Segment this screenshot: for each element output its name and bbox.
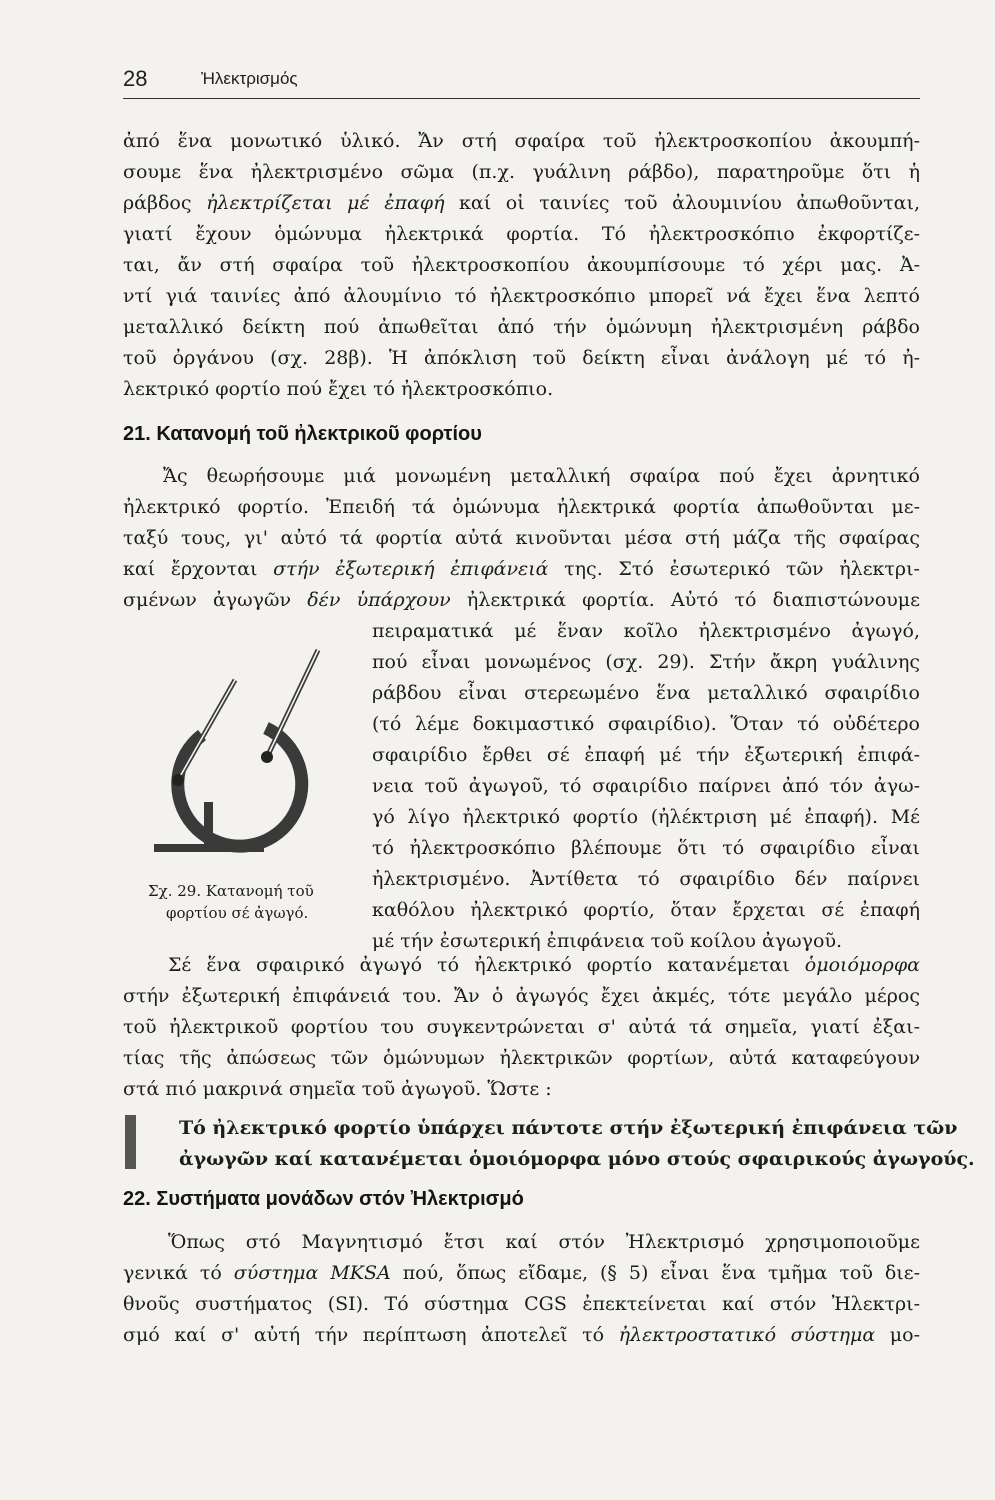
page-number: 28 xyxy=(123,66,148,91)
text-line: Τό ἠλεκτρικό φορτίο ὑπάρχει πάντοτε στήν ἐξωτερική ἐπιφάνεια τῶν xyxy=(179,1117,958,1139)
paragraph-charge-distribution xyxy=(123,461,920,616)
paragraph-unit-systems xyxy=(123,1227,920,1351)
figure-29 xyxy=(140,640,370,920)
text-line: ράβδου εἶναι στερεωμένο ἕνα μεταλλικό σφαιρίδιο xyxy=(372,682,920,704)
outer-test-ball xyxy=(261,751,273,763)
stand-base xyxy=(154,844,264,852)
text-line: μέ τήν ἐσωτερική ἐπιφάνεια τοῦ κοίλου ἀγωγοῦ. xyxy=(372,930,843,952)
text-line: τίας τῆς ἀπώσεως τῶν ὁμώνυμων ἠλεκτρικῶν φορτίων, αὐτά καταφεύγουν xyxy=(123,1047,920,1069)
text-line: νεια τοῦ ἀγωγοῦ, τό σφαιρίδιο παίρνει ἀπό τόν ἀγω- xyxy=(372,775,920,797)
section-heading-22: 22. Συστήματα μονάδων στόν Ἠλεκτρισμό xyxy=(123,1188,524,1210)
text-line: γιατί ἔχουν ὁμώνυμα ἠλεκτρικά φορτία. Τό ἠλεκτροσκόπιο ἐκφορτίζε- xyxy=(123,223,920,245)
text-line: καί ἔρχονται στήν ἐξωτερική ἐπιφάνειά της. Στό ἐσωτερικό τῶν ἠλεκτρι- xyxy=(123,558,920,580)
text-line: ταξύ τους, γι' αὐτό τά φορτία αὐτά κινοῦνται μέσα στή μάζα τῆς σφαίρας xyxy=(123,527,920,549)
caption-line: φορτίου σέ ἀγωγό. xyxy=(166,904,309,922)
text-line: ἀπό ἕνα μονωτικό ὑλικό. Ἄν στή σφαίρα τοῦ ἠλεκτροσκοπίου ἀκουμπή- xyxy=(123,130,920,152)
text-line: ἠλεκτρικό φορτίο. Ἐπειδή τά ὁμώνυμα ἠλεκτρικά φορτία ἀπωθοῦνται με- xyxy=(123,496,920,518)
rule-statement xyxy=(123,1113,975,1170)
running-title: Ἠλεκτρισμός xyxy=(201,69,298,88)
text-line: τοῦ ἠλεκτρικοῦ φορτίου του συγκεντρώνεται σ' αὐτά τά σημεῖα, γιατί ἐξαι- xyxy=(123,1016,920,1038)
caption-line: Σχ. 29. Κατανομή τοῦ xyxy=(148,882,314,900)
text-line: σουμε ἕνα ἠλεκτρισμένο σῶμα (π.χ. γυάλινη ράβδο), παρατηροῦμε ὅτι ἡ xyxy=(123,161,920,183)
text-line: ται, ἄν στή σφαίρα τοῦ ἠλεκτροσκοπίου ἀκουμπίσουμε τό χέρι μας. Ἀ- xyxy=(123,254,920,276)
text-line: (τό λέμε δοκιμαστικό σφαιρίδιο). Ὅταν τό οὐδέτερο xyxy=(372,713,920,735)
inner-glass-rod-highlight xyxy=(178,680,235,780)
text-line: ράβδος ἠλεκτρίζεται μέ ἐπαφή καί οἱ ταινίες τοῦ ἀλουμινίου ἀπωθοῦνται, xyxy=(123,192,920,214)
text-line: στήν ἐξωτερική ἐπιφάνειά του. Ἄν ὁ ἀγωγός ἔχει ἀκμές, τότε μεγάλο μέρος xyxy=(123,985,920,1007)
text-line: μεταλλικό δείκτη πού ἀπωθεῖται ἀπό τήν ὁμώνυμη ἠλεκτρισμένη ράβδο xyxy=(123,316,920,338)
paragraph-spherical-conductor xyxy=(123,950,920,1105)
text-line: ντί γιά ταινίες ἀπό ἀλουμίνιο τό ἠλεκτροσκόπιο μπορεῖ νά ἔχει ἕνα λεπτό xyxy=(123,285,920,307)
text-line: τό ἠλεκτροσκόπιο βλέπουμε ὅτι τό σφαιρίδιο εἶναι xyxy=(372,837,920,859)
text-line: ἀγωγῶν καί κατανέμεται ὁμοιόμορφα μόνο στούς σφαιρικούς ἀγωγούς. xyxy=(179,1148,975,1170)
paragraph-wrap-experiment xyxy=(372,616,920,957)
text-line: Ὅπως στό Μαγνητισμό ἔτσι καί στόν Ἠλεκτρισμό χρησιμοποιοῦμε xyxy=(168,1231,920,1253)
text-line: Σέ ἕνα σφαιρικό ἀγωγό τό ἠλεκτρικό φορτίο κατανέμεται ὁμοιόμορφα xyxy=(168,954,920,976)
text-line: τοῦ ὀργάνου (σχ. 28β). Ἡ ἀπόκλιση τοῦ δείκτη εἶναι ἀνάλογη μέ τό ἠ- xyxy=(123,347,920,369)
text-line: Ἄς θεωρήσουμε μιά μονωμένη μεταλλική σφαίρα πού ἔχει ἀρνητικό xyxy=(163,465,920,487)
outer-glass-rod-highlight xyxy=(268,650,318,755)
text-line: σμό καί σ' αὐτή τήν περίπτωση ἀποτελεῖ τό ἠλεκτροστατικό σύστημα μο- xyxy=(123,1324,920,1346)
text-line: σφαιρίδιο ἔρθει σέ ἐπαφή μέ τήν ἐξωτερική ἐπιφά- xyxy=(372,744,920,766)
text-line: γενικά τό σύστημα MKSA πού, ὅπως εἴδαμε, (§ 5) εἶναι ἕνα τμῆμα τοῦ διε- xyxy=(123,1262,920,1284)
section-heading-21: 21. Κατανομή τοῦ ἠλεκτρικοῦ φορτίου xyxy=(123,423,482,445)
inner-test-ball xyxy=(172,774,184,786)
text-line: ἠλεκτρισμένο. Ἀντίθετα τό σφαιρίδιο δέν παίρνει xyxy=(372,868,920,890)
page-header xyxy=(123,62,920,99)
rule-marker-bar xyxy=(125,1115,136,1169)
rule-text xyxy=(179,1113,975,1175)
text-line: γό λίγο ἠλεκτρικό φορτίο (ἠλέκτριση μέ ἐπαφή). Μέ xyxy=(372,806,920,828)
figure-caption xyxy=(148,880,368,924)
text-line: λεκτρικό φορτίο πού ἔχει τό ἠλεκτροσκόπιο. xyxy=(123,378,554,400)
paragraph-electroscope xyxy=(123,126,920,405)
hollow-conductor-illustration xyxy=(140,640,370,880)
text-line: πού εἶναι μονωμένος (σχ. 29). Στήν ἄκρη γυάλινης xyxy=(372,651,920,673)
insulating-stand xyxy=(204,802,213,848)
text-line: καθόλου ἠλεκτρικό φορτίο, ὅταν ἔρχεται σέ ἐπαφή xyxy=(372,899,920,921)
text-line: πειραματικά μέ ἕναν κοῖλο ἠλεκτρισμένο ἀγωγό, xyxy=(372,620,920,642)
text-line: σμένων ἀγωγῶν δέν ὑπάρχουν ἠλεκτρικά φορτία. Αὐτό τό διαπιστώνουμε xyxy=(123,589,920,611)
text-line: θνοῦς συστήματος (SI). Τό σύστημα CGS ἐπεκτείνεται καί στόν Ἠλεκτρι- xyxy=(123,1293,920,1315)
text-line: στά πιό μακρινά σημεῖα τοῦ ἀγωγοῦ. Ὥστε : xyxy=(123,1078,552,1100)
